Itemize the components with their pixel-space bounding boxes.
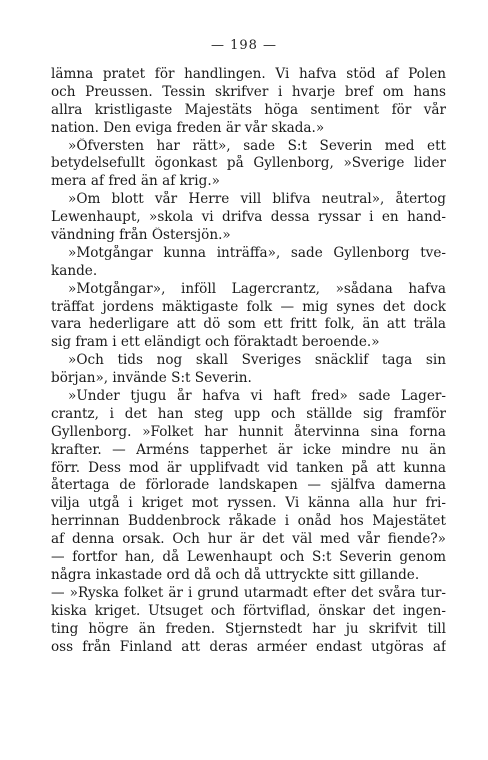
paragraph xyxy=(51,388,446,585)
text-line: mera af fred än af krig.» xyxy=(51,173,220,190)
text-line: »Öfversten har rätt», sade S:t Severin med ett xyxy=(68,137,446,154)
text-line: några inkastade ord då och då uttryckte sitt gillande. xyxy=(51,566,420,583)
text-line: krafter. — Arméns tapperhet är icke mindre nu än xyxy=(51,441,446,458)
text-line: vändning från Östersjön.» xyxy=(51,227,231,244)
text-line: början», invände S:t Severin. xyxy=(51,370,252,387)
text-line: »Om blott vår Herre vill blifva neutral», återtog xyxy=(68,191,446,208)
paragraph xyxy=(51,245,446,281)
text-line: — »Ryska folket är i grund utarmadt efter det svåra tur- xyxy=(51,584,446,601)
text-line: betydelsefullt ögonkast på Gyllenborg, »Sverige lider xyxy=(51,155,446,172)
text-line: sig fram i ett eländigt och föraktadt beroende.» xyxy=(51,334,380,351)
text-line: oss från Finland att deras arméer endast utgöras af xyxy=(51,638,446,655)
text-line: lämna pratet för handlingen. Vi hafva stöd af Polen xyxy=(51,66,446,82)
text-line: »Och tids nog skall Sveriges snäcklif taga sin xyxy=(68,352,446,369)
text-line: ting högre än freden. Stjernstedt har ju skrifvit till xyxy=(51,620,446,637)
text-line: träffat jordens mäktigaste folk — mig synes det dock xyxy=(51,298,446,315)
text-line: — fortfor han, då Lewenhaupt och S:t Severin genom xyxy=(51,549,446,566)
text-line: Lewenhaupt, »skola vi drifva dessa ryssar i en hand- xyxy=(51,209,446,226)
text-line: »Motgångar», inföll Lagercrantz, »sådana hafva xyxy=(68,280,446,297)
text-line: »Under tjugu år hafva vi haft fred» sade Lager- xyxy=(68,388,446,405)
paragraph xyxy=(51,138,446,192)
paragraph xyxy=(51,352,446,388)
text-line: förr. Dess mod är upplifvadt vid tanken på att kunna xyxy=(51,459,446,476)
page-number: — 198 — xyxy=(210,38,278,53)
paragraph xyxy=(51,191,446,245)
text-line: crantz, i det han steg upp och ställde sig framför xyxy=(51,405,446,422)
text-line: »Motgångar kunna inträffa», sade Gyllenborg tve- xyxy=(68,244,446,261)
text-line: återtaga de förlorade landskapen — själfva damerna xyxy=(51,477,446,494)
text-line: kande. xyxy=(51,262,98,279)
text-line: nation. Den eviga freden är vår skada.» xyxy=(51,119,325,136)
text-line: kiska kriget. Utsuget och förtviflad, önskar det ingen- xyxy=(51,602,446,619)
paragraph xyxy=(51,585,446,657)
text-line: vara hederligare att dö som ett fritt folk, än att träla xyxy=(51,316,446,333)
paragraph xyxy=(51,66,446,138)
body-text xyxy=(51,66,446,656)
paragraph xyxy=(51,281,446,353)
text-line: herrinnan Buddenbrock råkade i onåd hos Majestätet xyxy=(51,513,446,530)
text-line: af denna orsak. Och hur är det väl med vår fiende?» xyxy=(51,531,446,548)
text-line: vilja utgå i kriget mot ryssen. Vi känna alla hur fri- xyxy=(51,495,446,512)
text-line: allra kristligaste Majestäts höga sentiment för vår xyxy=(51,101,446,118)
text-line: Gyllenborg. »Folket har hunnit återvinna sina forna xyxy=(51,423,446,440)
text-line: och Preussen. Tessin skrifver i hvarje bref om hans xyxy=(51,83,446,100)
